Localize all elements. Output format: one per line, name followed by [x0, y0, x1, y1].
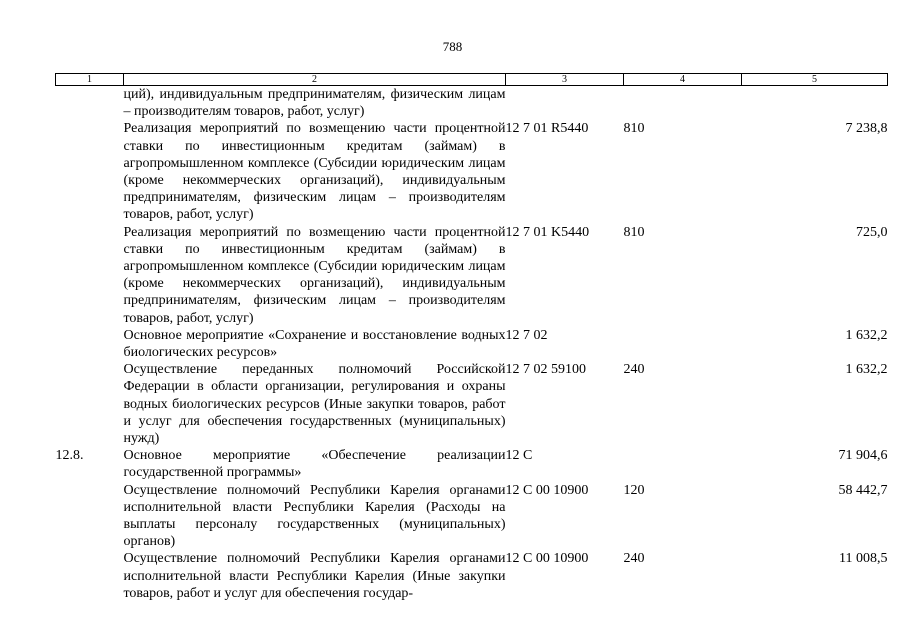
row-type: 240 [623, 362, 645, 378]
row-type: 120 [623, 482, 645, 498]
row-name: Осуществление полномочий Республики Карелия органами исполнительной власти Республики Карелия (Иные закупки товаров, работ и услуг для обеспечения государ- [123, 551, 506, 601]
row-code: 12 С 00 10900 [505, 551, 589, 567]
table-row [56, 86, 888, 121]
row-type: 810 [623, 121, 645, 137]
row-name: Реализация мероприятий по возмещению части процентной ставки по инвестиционным кредитам (займам) в агропромышленном комплексе (Субсидии юридическим лицам (кроме некоммерческих организаций), индивидуальным предпринимателям, физическим лицам – производителям товаров, работ, услуг) [123, 121, 506, 223]
column-header-4: 4 [624, 74, 742, 86]
row-type [624, 447, 742, 481]
row-code: 12 С 00 10900 [505, 482, 589, 498]
column-header-1: 1 [56, 74, 124, 86]
row-number [56, 361, 124, 447]
row-type: 240 [623, 551, 645, 567]
column-header-2: 2 [124, 74, 506, 86]
row-type [624, 327, 742, 361]
row-amount: 7 238,8 [845, 121, 888, 137]
row-code: 12 7 02 [505, 327, 548, 343]
row-amount: 1 632,2 [845, 327, 888, 343]
table-row [56, 327, 888, 361]
table-row [56, 482, 888, 551]
table-row [56, 550, 888, 602]
row-amount: 71 904,6 [838, 448, 888, 464]
row-code: 12 7 01 K5440 [505, 224, 590, 240]
row-code [506, 86, 624, 121]
column-header-5: 5 [742, 74, 888, 86]
row-number [56, 482, 124, 551]
row-number [56, 224, 124, 327]
row-name: Осуществление переданных полномочий Российской Федерации в области организации, регулирования и охраны водных биологических ресурсов (Иные закупки товаров, работ и услуг для обеспечения государственных (муниципальных) нужд) [123, 362, 506, 447]
row-number [56, 327, 124, 361]
table-row [56, 224, 888, 327]
row-number: 12.8. [55, 448, 84, 464]
row-amount: 725,0 [856, 224, 888, 240]
budget-table [55, 73, 888, 602]
table-row [56, 447, 888, 481]
row-code: 12 С [505, 448, 533, 464]
row-name: Основное мероприятие «Сохранение и восстановление водных биологических ресурсов» [123, 327, 506, 361]
column-number-row [56, 74, 888, 86]
table-row [56, 120, 888, 223]
row-number [56, 120, 124, 223]
row-amount: 11 008,5 [839, 551, 888, 567]
row-name: Осуществление полномочий Республики Карелия органами исполнительной власти Республики Карелия (Расходы на выплаты персоналу государственных (муниципальных) органов) [123, 482, 506, 550]
row-type: 810 [623, 224, 645, 240]
row-name: ций), индивидуальным предпринимателям, физическим лицам – производителям товаров, работ, услуг) [123, 87, 506, 120]
row-name: Основное мероприятие «Обеспечение реализации государственной программы» [123, 448, 506, 481]
row-code: 12 7 02 59100 [505, 362, 586, 378]
page-number: 788 [442, 39, 463, 54]
column-header-3: 3 [506, 74, 624, 86]
row-name: Реализация мероприятий по возмещению части процентной ставки по инвестиционным кредитам (займам) в агропромышленном комплексе (Субсидии юридическим лицам (кроме некоммерческих организаций), индивидуальным предпринимателям, физическим лицам – производителям товаров, работ, услуг) [123, 224, 506, 326]
row-number [56, 550, 124, 602]
row-amount [742, 86, 888, 121]
row-amount: 1 632,2 [845, 362, 888, 378]
row-amount: 58 442,7 [838, 482, 888, 498]
row-number [56, 86, 124, 121]
table-row [56, 361, 888, 447]
row-code: 12 7 01 R5440 [505, 121, 589, 137]
row-type [624, 86, 742, 121]
